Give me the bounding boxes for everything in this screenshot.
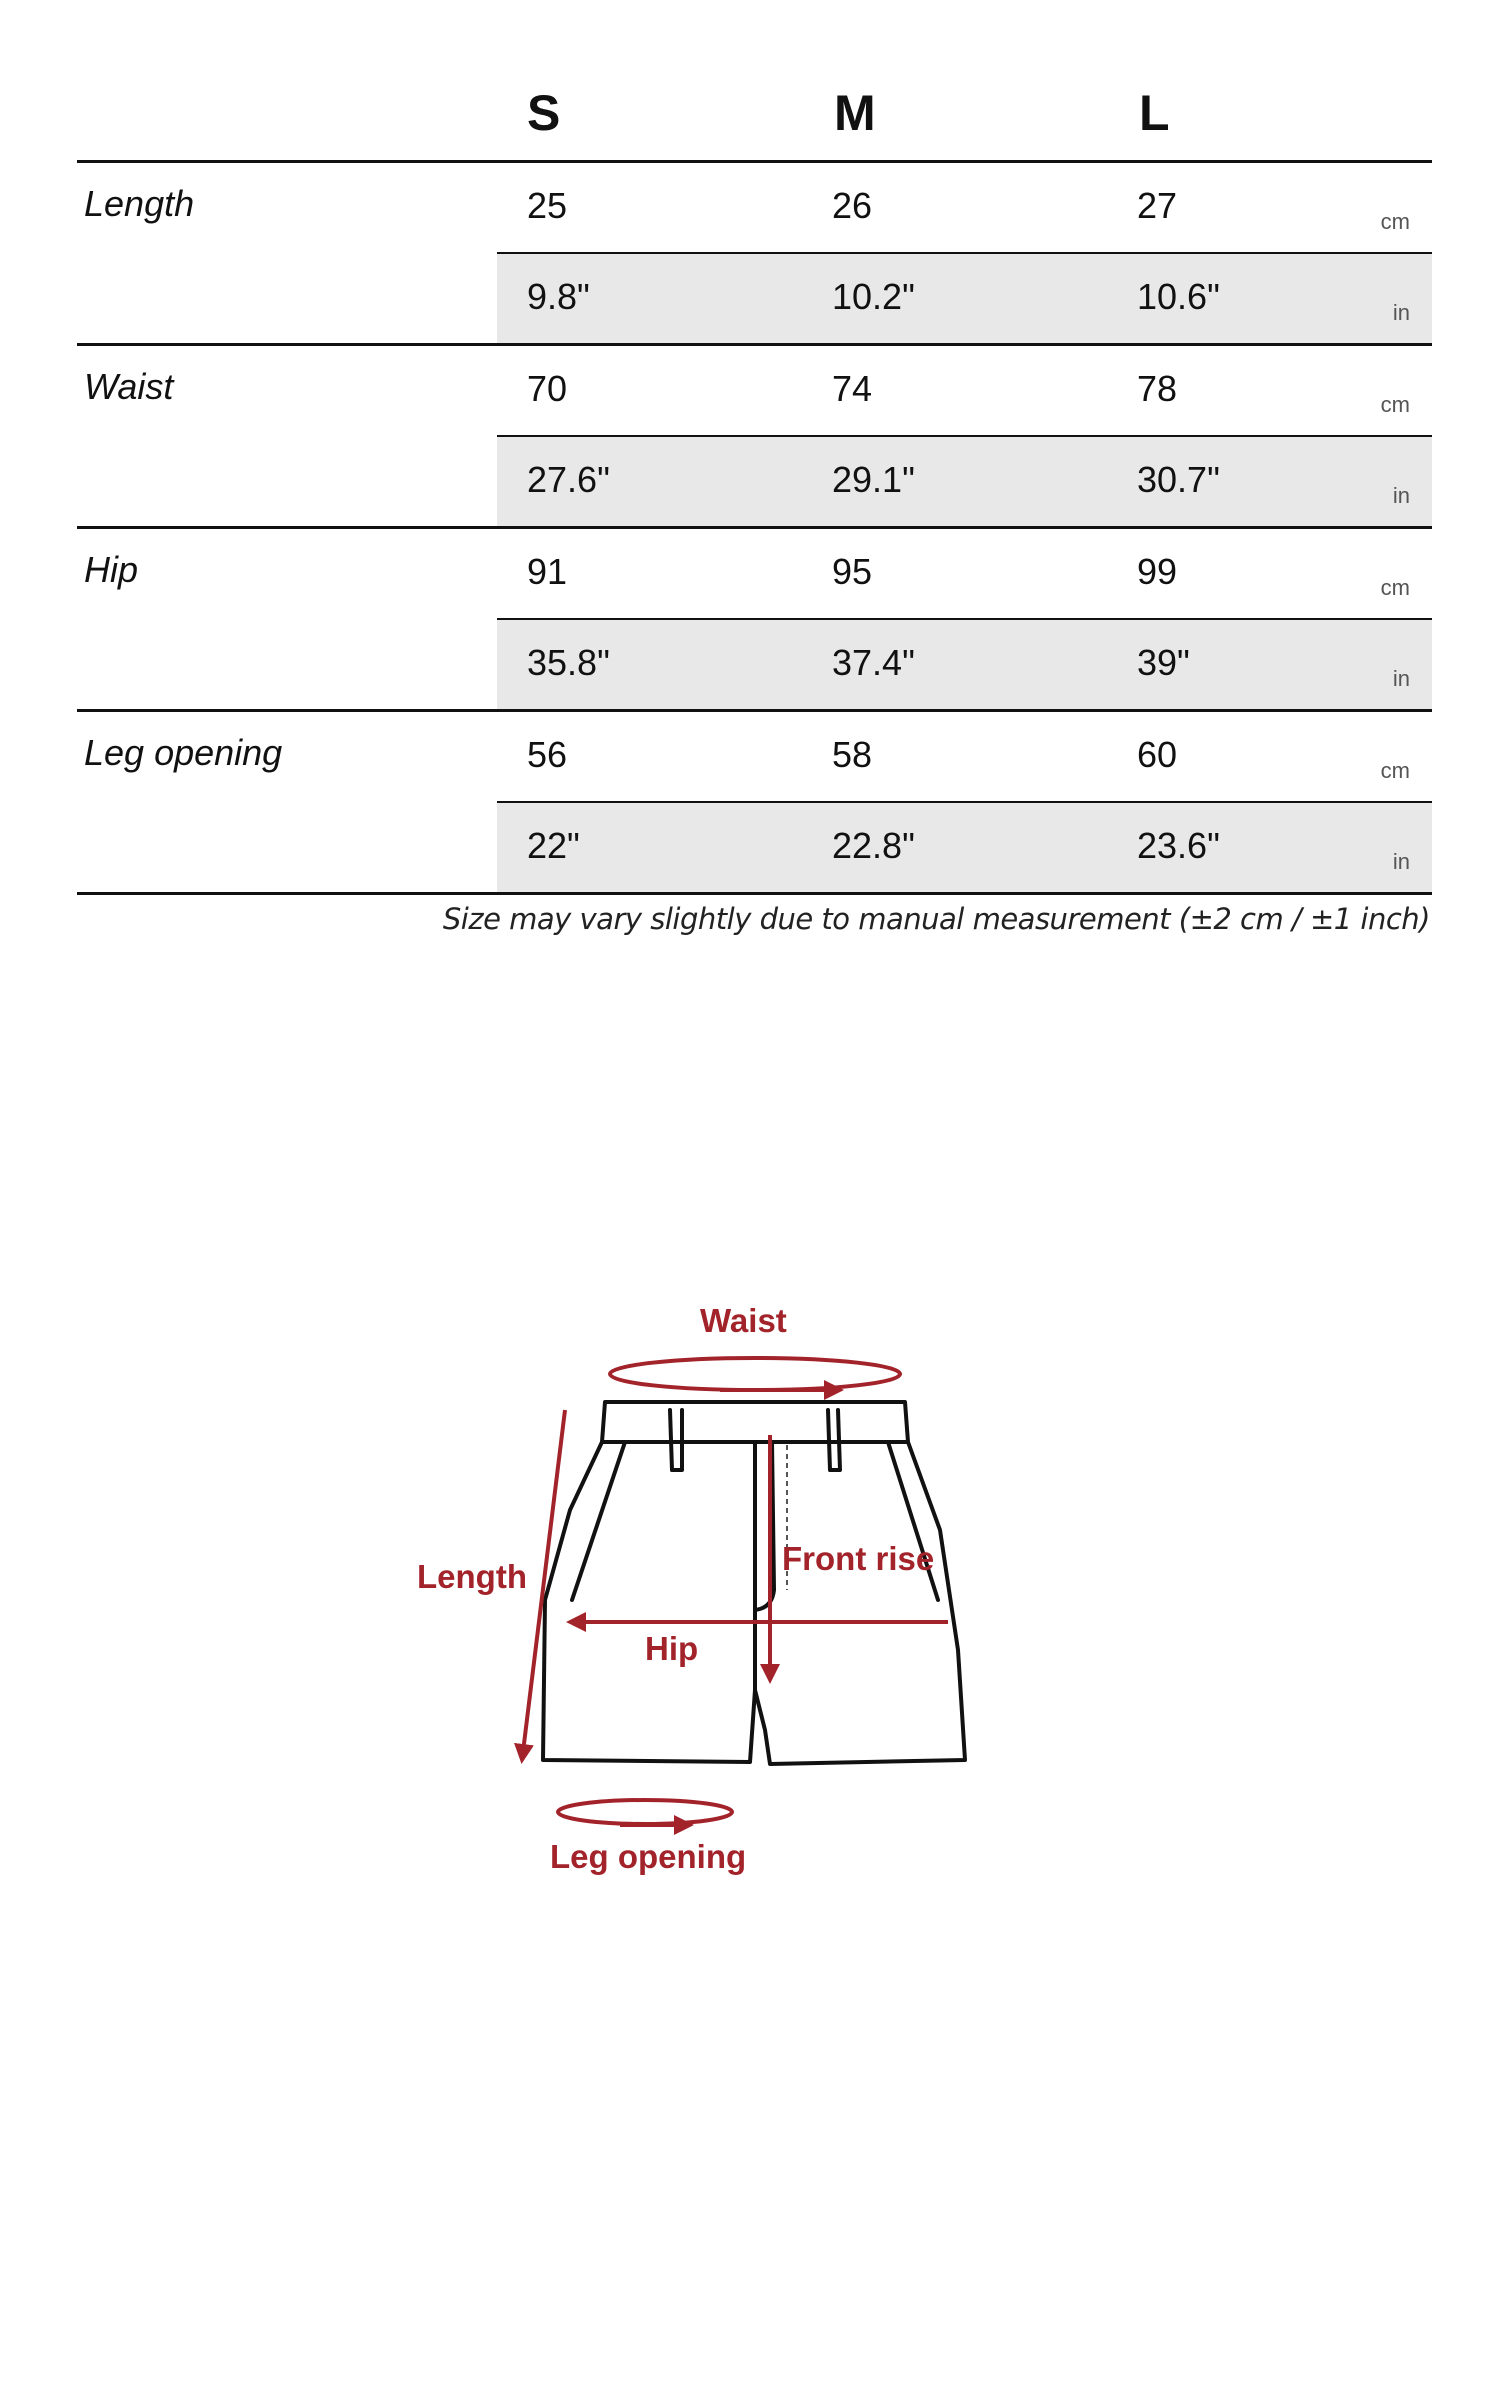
value-l-cm: 27 (1137, 185, 1178, 226)
value-m-in: 29.1" (832, 459, 915, 500)
size-table (77, 60, 1432, 895)
measurement-label: Leg opening (84, 732, 283, 773)
measurement-group-length (77, 163, 1432, 346)
size-header-row (77, 60, 1432, 163)
value-m-cm: 95 (832, 551, 873, 592)
value-l-in: 23.6" (1137, 825, 1220, 866)
shorts-measurement-diagram (400, 1290, 1000, 1890)
unit-cm-label: cm (1380, 209, 1410, 234)
measurement-group-waist (77, 346, 1432, 529)
leg-opening-ellipse (558, 1800, 732, 1824)
value-s-in: 27.6" (527, 459, 610, 500)
measurement-label: Waist (84, 366, 174, 407)
size-m-header: M (834, 85, 876, 141)
value-m-cm: 74 (832, 368, 873, 409)
value-m-in: 22.8" (832, 825, 915, 866)
measurement-group-leg-opening (77, 712, 1432, 895)
in-row (497, 620, 1432, 709)
unit-in-label: in (1392, 300, 1410, 325)
value-m-in: 10.2" (832, 276, 915, 317)
unit-in-label: in (1392, 849, 1410, 874)
value-m-cm: 58 (832, 734, 873, 775)
in-row (497, 254, 1432, 343)
value-s-in: 22" (527, 825, 580, 866)
value-s-in: 9.8" (527, 276, 590, 317)
value-s-cm: 70 (527, 368, 568, 409)
in-row (497, 437, 1432, 526)
hip-label: Hip (645, 1630, 699, 1667)
value-l-in: 30.7" (1137, 459, 1220, 500)
leg-opening-label: Leg opening (550, 1838, 747, 1875)
size-s-header: S (527, 85, 561, 141)
waistband (602, 1402, 908, 1442)
measurement-label: Length (84, 183, 195, 224)
value-l-cm: 99 (1137, 551, 1178, 592)
cm-row (497, 712, 1432, 803)
length-label: Length (417, 1558, 527, 1595)
cm-row (497, 346, 1432, 437)
value-l-cm: 78 (1137, 368, 1178, 409)
value-s-cm: 91 (527, 551, 568, 592)
measurement-note: Size may vary slightly due to manual measurement (±2 cm / ±1 inch) (442, 902, 1430, 936)
unit-cm-label: cm (1380, 392, 1410, 417)
value-s-cm: 25 (527, 185, 568, 226)
value-m-cm: 26 (832, 185, 873, 226)
value-l-in: 10.6" (1137, 276, 1220, 317)
value-s-cm: 56 (527, 734, 568, 775)
cm-row (497, 529, 1432, 620)
value-l-in: 39" (1137, 642, 1190, 683)
value-s-in: 35.8" (527, 642, 610, 683)
cm-row (497, 163, 1432, 254)
waist-label: Waist (700, 1302, 787, 1339)
waist-ellipse (610, 1358, 900, 1390)
unit-cm-label: cm (1380, 758, 1410, 783)
measurement-label: Hip (84, 549, 139, 590)
unit-cm-label: cm (1380, 575, 1410, 600)
front-rise-label: Front rise (782, 1540, 935, 1577)
measurement-group-hip (77, 529, 1432, 712)
value-m-in: 37.4" (832, 642, 915, 683)
unit-in-label: in (1392, 666, 1410, 691)
left-pocket (572, 1442, 625, 1600)
in-row (497, 803, 1432, 892)
shorts-outline (543, 1402, 965, 1764)
size-l-header: L (1139, 85, 1170, 141)
value-l-cm: 60 (1137, 734, 1178, 775)
unit-in-label: in (1392, 483, 1410, 508)
